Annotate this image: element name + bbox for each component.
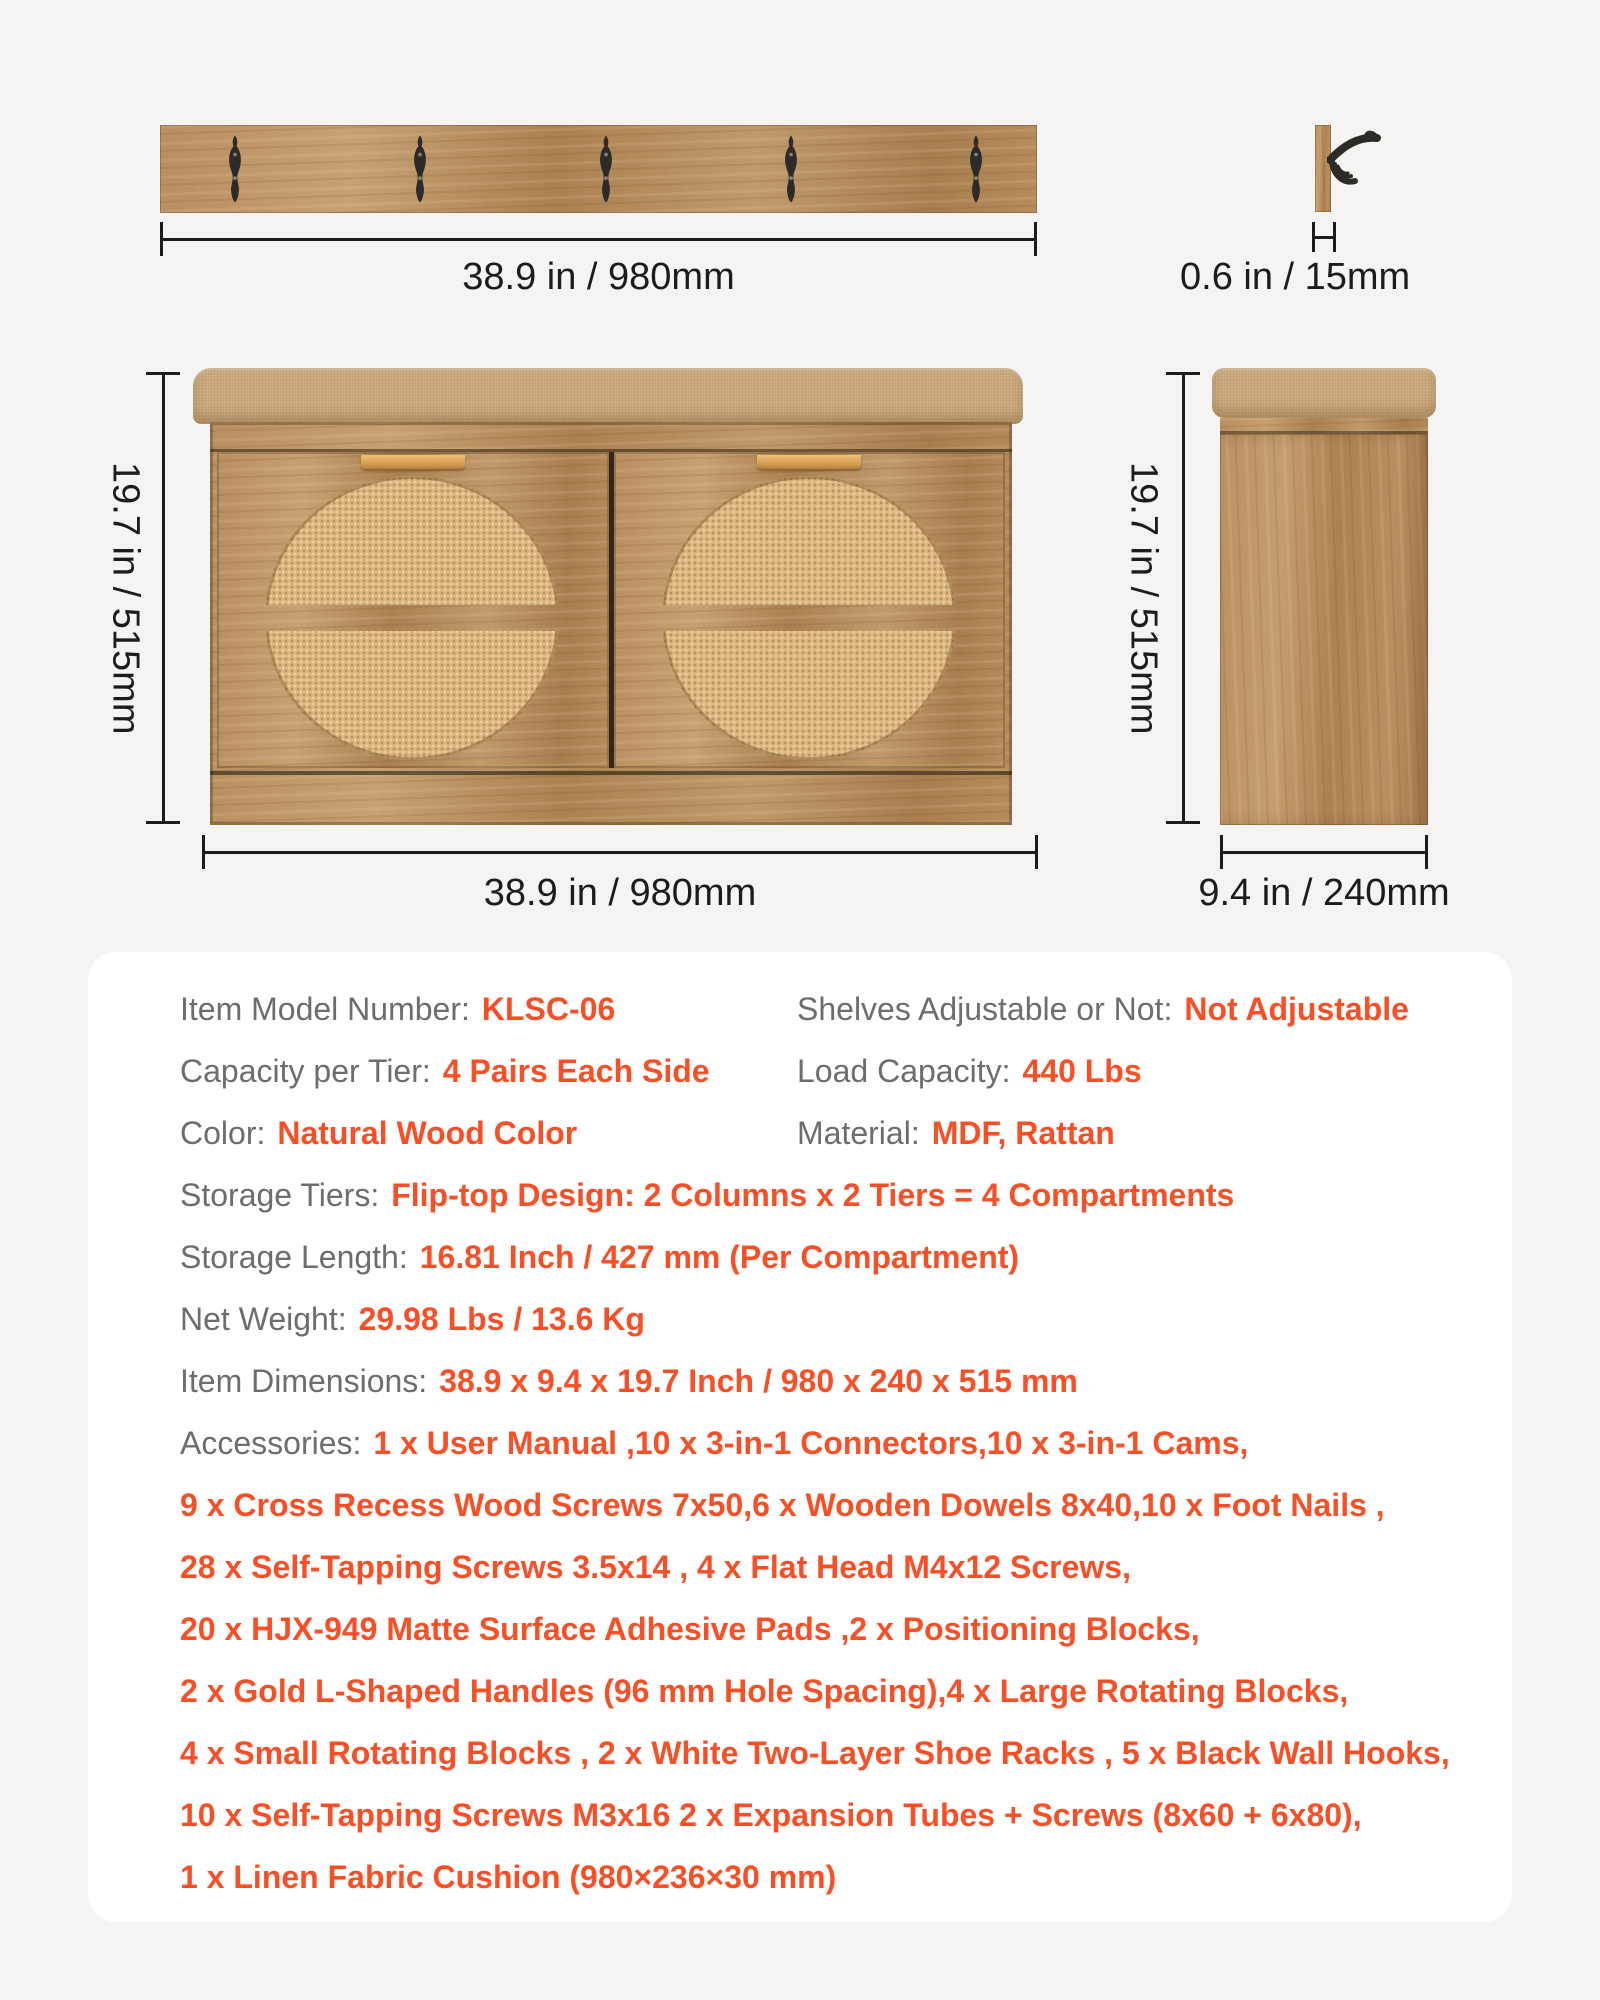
spec-value: Natural Wood Color	[277, 1115, 578, 1151]
spec-col2	[797, 1102, 1115, 1164]
spec-row	[180, 1164, 1464, 1226]
bench-door-right	[614, 452, 1006, 768]
coat-hook-icon	[593, 134, 619, 204]
spec-label: Shelves Adjustable or Not:	[797, 991, 1173, 1027]
rack-width-label: 38.9 in / 980mm	[462, 256, 735, 298]
dimension-bar	[160, 238, 1037, 241]
dimension-line-bench-side-height	[1166, 372, 1200, 824]
rattan-panel	[265, 476, 559, 760]
dimension-tick	[1034, 222, 1037, 256]
rack-thickness-label: 0.6 in / 15mm	[1180, 256, 1411, 298]
dimension-line-bench-width	[202, 835, 1038, 869]
bench-side-height-label: 19.7 in / 515mm	[1122, 461, 1165, 735]
coat-hook-side-icon	[1327, 126, 1383, 196]
coat-hook-icon	[407, 134, 433, 204]
spec-label: Capacity per Tier:	[180, 1053, 431, 1089]
coat-hook-icon	[222, 134, 248, 204]
spec-value: 1 x User Manual ,10 x 3-in-1 Connectors,10 x 3-in-1 Cams,	[373, 1425, 1249, 1461]
rattan-half-bottom	[662, 631, 956, 760]
rattan-half-top	[265, 476, 559, 605]
bench-width-label: 38.9 in / 980mm	[483, 872, 757, 914]
dimension-bar	[162, 372, 165, 824]
bench-side-cushion	[1212, 368, 1436, 418]
spec-label: Load Capacity:	[797, 1053, 1011, 1089]
dimension-bar	[202, 851, 1038, 854]
spec-label: Net Weight:	[180, 1301, 347, 1337]
spec-accessories-line: 20 x HJX-949 Matte Surface Adhesive Pads ,2 x Positioning Blocks,	[180, 1611, 1200, 1647]
dimension-line-rack-width	[160, 222, 1037, 256]
spec-label: Storage Length:	[180, 1239, 408, 1275]
spec-accessories-line: 28 x Self-Tapping Screws 3.5x14 , 4 x Flat Head M4x12 Screws,	[180, 1549, 1131, 1585]
spec-accessories-line: 1 x Linen Fabric Cushion (980×236×30 mm)	[180, 1859, 837, 1895]
spec-row	[180, 1288, 1464, 1350]
spec-row	[180, 1412, 1464, 1474]
spec-label: Storage Tiers:	[180, 1177, 380, 1213]
bench-cushion	[193, 368, 1023, 424]
bench-depth-label: 9.4 in / 240mm	[1198, 872, 1450, 914]
spec-value: KLSC-06	[481, 991, 616, 1027]
spec-value: 4 Pairs Each Side	[442, 1053, 710, 1089]
spec-value: Not Adjustable	[1184, 991, 1409, 1027]
gold-handle	[757, 455, 861, 469]
spec-value: Flip-top Design: 2 Columns x 2 Tiers = 4 Compartments	[391, 1177, 1235, 1213]
bench-front-height-label: 19.7 in / 515mm	[104, 461, 147, 735]
coat-hook-icon	[778, 134, 804, 204]
bench-door-left	[217, 452, 609, 768]
spec-row	[180, 1226, 1464, 1288]
spec-accessories-line: 10 x Self-Tapping Screws M3x16 2 x Expansion Tubes + Screws (8x60 + 6x80),	[180, 1797, 1362, 1833]
dimension-bar	[1182, 372, 1185, 824]
coat-hook-icon	[963, 134, 989, 204]
spec-label: Item Dimensions:	[180, 1363, 428, 1399]
rattan-texture	[265, 476, 559, 605]
bench-base-seam	[210, 771, 1012, 775]
spec-value: 38.9 x 9.4 x 19.7 Inch / 980 x 240 x 515 mm	[439, 1363, 1078, 1399]
thickness-dimension-marker	[1312, 222, 1336, 252]
spec-row	[180, 1350, 1464, 1412]
dimension-line-bench-height	[146, 372, 180, 824]
rattan-texture	[662, 631, 956, 760]
coat-rack-board	[160, 125, 1037, 213]
dimension-tick	[1333, 222, 1336, 252]
dimension-line-bench-depth	[1220, 835, 1428, 869]
spec-label: Item Model Number:	[180, 991, 470, 1027]
spec-value: MDF, Rattan	[931, 1115, 1115, 1151]
spec-value: 16.81 Inch / 427 mm (Per Compartment)	[419, 1239, 1020, 1275]
spec-accessories-line: 4 x Small Rotating Blocks , 2 x White Two-Layer Shoe Racks , 5 x Black Wall Hooks,	[180, 1735, 1450, 1771]
rattan-panel	[662, 476, 956, 760]
spec-col2	[797, 1040, 1142, 1102]
specification-list	[180, 978, 1464, 1908]
bench-side-rail	[1220, 418, 1428, 434]
spec-row	[180, 1102, 1464, 1164]
dimension-tick	[1035, 835, 1038, 869]
dimension-tick	[1166, 821, 1200, 824]
spec-col2	[797, 978, 1409, 1040]
rattan-texture	[265, 631, 559, 760]
specification-card	[88, 952, 1512, 1922]
spec-value: 440 Lbs	[1022, 1053, 1142, 1089]
spec-label: Color:	[180, 1115, 266, 1151]
dimension-tick	[146, 821, 180, 824]
rattan-texture	[662, 476, 956, 605]
spec-value: 29.98 Lbs / 13.6 Kg	[358, 1301, 645, 1337]
shoe-bench-front-view	[210, 422, 1012, 825]
shoe-bench-side-view	[1220, 434, 1428, 825]
spec-row	[180, 1040, 1464, 1102]
spec-row	[180, 978, 1464, 1040]
dimension-tick	[1425, 835, 1428, 869]
rattan-half-top	[662, 476, 956, 605]
spec-label: Accessories:	[180, 1425, 362, 1461]
dimension-bar	[1220, 851, 1428, 854]
rattan-half-bottom	[265, 631, 559, 760]
spec-accessories-line: 2 x Gold L-Shaped Handles (96 mm Hole Spacing),4 x Large Rotating Blocks,	[180, 1673, 1349, 1709]
spec-accessories-line: 9 x Cross Recess Wood Screws 7x50,6 x Wooden Dowels 8x40,10 x Foot Nails ,	[180, 1487, 1385, 1523]
bench-doors	[217, 452, 1005, 768]
gold-handle	[361, 455, 465, 469]
spec-label: Material:	[797, 1115, 920, 1151]
